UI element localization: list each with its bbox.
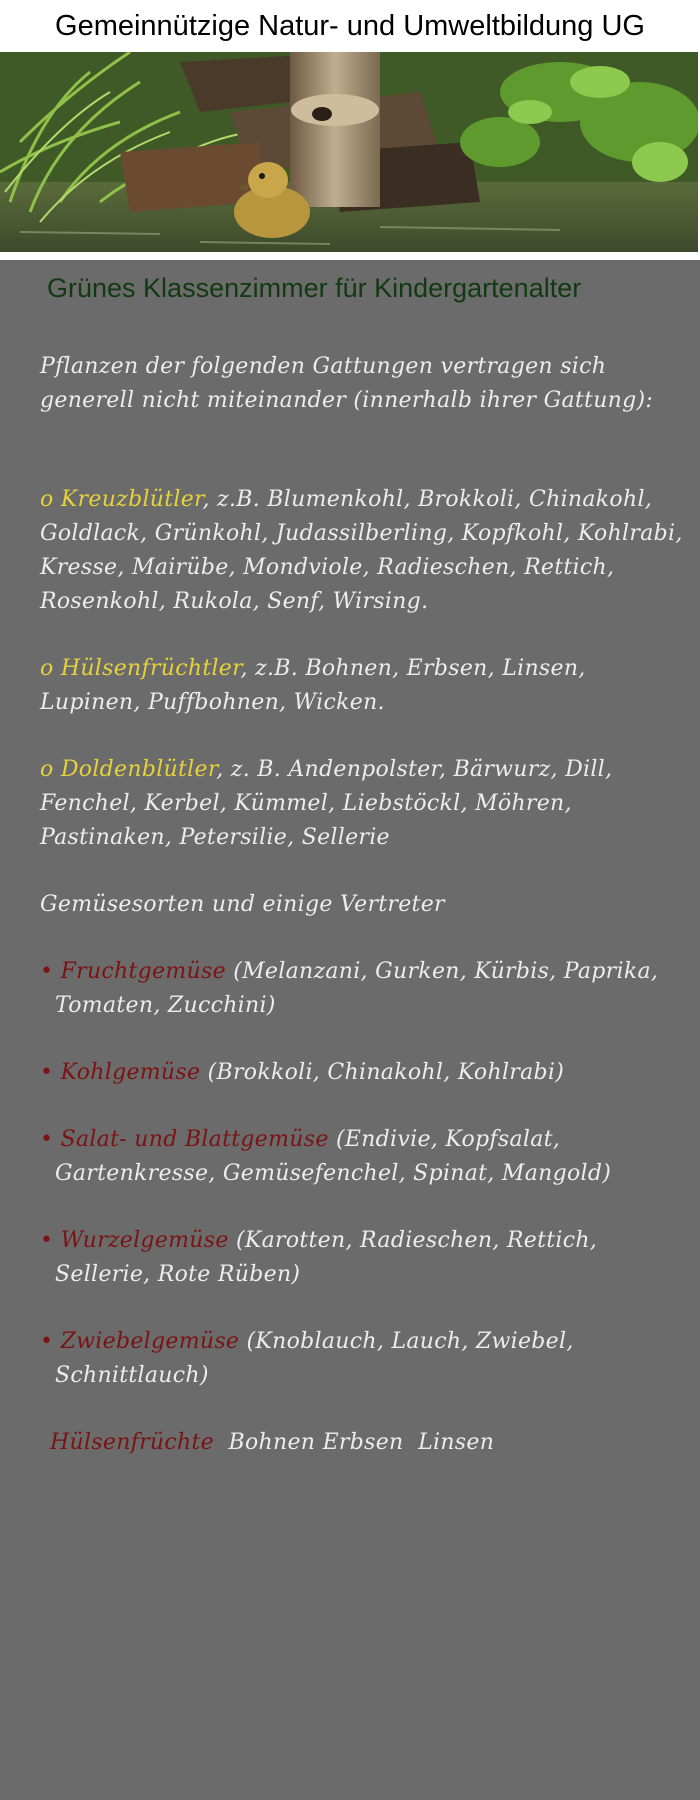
bullet-icon: • <box>40 959 54 984</box>
legumes-line <box>40 1426 690 1460</box>
genus-examples: , z. B. Andenpolster, Bärwurz, Dill, Fenchel, Kerbel, Kümmel, Liebstöckl, Möhren, Pastinaken, Petersilie, Sellerie <box>40 757 613 850</box>
site-title: Gemeinnützige Natur- und Umweltbildung UG <box>0 0 700 52</box>
bullet-icon: • <box>40 1060 54 1085</box>
legumes-name: Hülsenfrüchte <box>50 1430 214 1455</box>
genus-examples: , z.B. Blumenkohl, Brokkoli, Chinakohl, Goldlack, Grünkohl, Judassilberling, Kopfkohl, Kohlrabi, Kresse, Mairübe, Mondviole, Radieschen, Rettich, Rosenkohl, Rukola, Senf, Wirsing. <box>40 487 683 614</box>
vegetable-examples: (Endivie, Kopfsalat, Gartenkresse, Gemüsefenchel, Spinat, Mangold) <box>55 1127 612 1186</box>
intro-text: Pflanzen der folgenden Gattungen vertragen sich generell nicht miteinander (innerhalb ihrer Gattung): <box>40 354 654 413</box>
content <box>40 350 690 1460</box>
genus-kreuzbluetler <box>40 483 690 619</box>
divider <box>0 252 700 260</box>
vegetable-name: Wurzelgemüse <box>60 1228 229 1253</box>
vegetable-name: Fruchtgemüse <box>60 959 226 984</box>
vegetable-name: Zwiebelgemüse <box>60 1329 240 1354</box>
bullet-icon: • <box>40 1329 54 1354</box>
vegetable-item <box>40 955 690 1023</box>
vegetable-examples: (Karotten, Radieschen, Rettich, Sellerie, Rote Rüben) <box>55 1228 598 1287</box>
genus-huelsenfruechtler <box>40 652 690 720</box>
vegetable-item <box>40 1056 690 1090</box>
bullet-icon: • <box>40 1228 54 1253</box>
vegetable-examples: (Brokkoli, Chinakohl, Kohlrabi) <box>200 1060 565 1085</box>
bullet-icon: • <box>40 1127 54 1152</box>
vegetable-examples: (Melanzani, Gurken, Kürbis, Paprika, Tomaten, Zucchini) <box>55 959 659 1018</box>
genus-marker: o <box>40 487 54 512</box>
banner-image <box>0 52 700 252</box>
genus-name: Hülsenfrüchtler <box>60 656 241 681</box>
genus-marker: o <box>40 757 54 782</box>
genus-name: Kreuzblütler <box>60 487 203 512</box>
vegetable-examples: (Knoblauch, Lauch, Zwiebel, Schnittlauch) <box>55 1329 574 1388</box>
genus-marker: o <box>40 656 54 681</box>
vegetables-heading: Gemüsesorten und einige Vertreter <box>40 892 445 917</box>
vegetable-item <box>40 1224 690 1292</box>
genus-doldenbluetler <box>40 753 690 855</box>
page-heading: Grünes Klassenzimmer für Kindergartenalter <box>47 273 582 303</box>
genus-name: Doldenblütler <box>60 757 217 782</box>
vegetable-item <box>40 1123 690 1191</box>
vegetable-name: Kohlgemüse <box>60 1060 201 1085</box>
vegetable-name: Salat- und Blattgemüse <box>60 1127 329 1152</box>
legumes-examples: Bohnen Erbsen Linsen <box>213 1430 495 1455</box>
genus-examples: , z.B. Bohnen, Erbsen, Linsen, Lupinen, Puffbohnen, Wicken. <box>40 656 586 715</box>
vegetable-item <box>40 1325 690 1393</box>
